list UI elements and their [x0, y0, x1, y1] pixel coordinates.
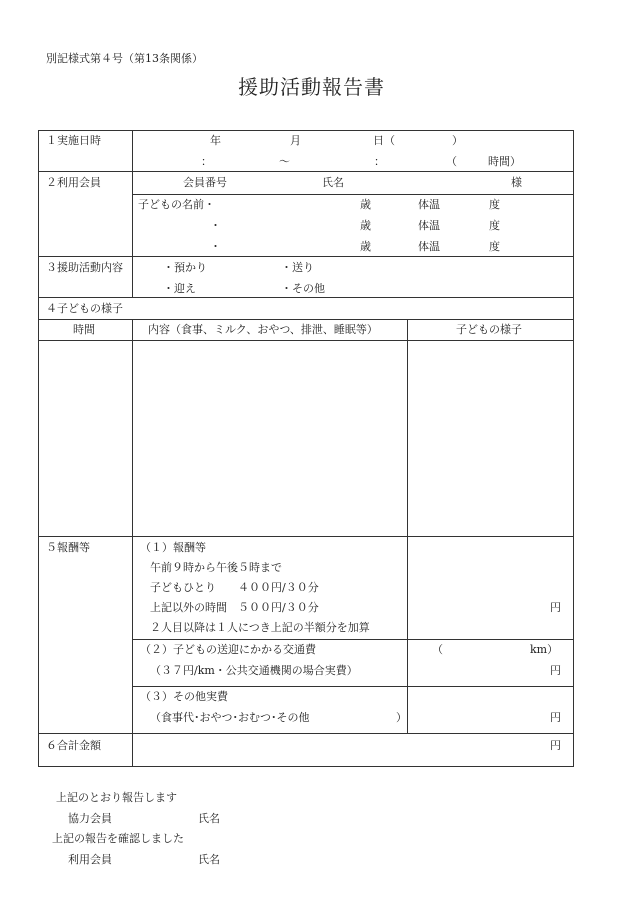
- hours-open: （: [446, 155, 457, 168]
- age-label: 歳: [360, 240, 371, 253]
- hours-label: 時間）: [488, 155, 521, 168]
- column-divider: [132, 130, 133, 297]
- time-colon-end: ：: [374, 155, 385, 168]
- row-divider: [38, 733, 574, 734]
- row-divider: [38, 297, 574, 298]
- user-name-label: 氏名: [198, 853, 220, 866]
- temp-label: 体温: [418, 219, 440, 232]
- cooperating-member-label: 協力会員: [68, 812, 112, 825]
- fee-line: ２人目以降は１人につき上記の半額分を加算: [150, 621, 370, 634]
- row-divider: [38, 171, 574, 172]
- fee-note: （食事代･おやつ･おむつ･その他: [150, 711, 310, 724]
- cooperating-name-label: 氏名: [198, 812, 220, 825]
- fee-note: （３７円/km・公共交通機関の場合実費）: [150, 664, 358, 677]
- table-right-border: [573, 130, 574, 767]
- activity-item: ・送り: [281, 261, 314, 274]
- page-title: 援助活動報告書: [238, 75, 385, 99]
- user-member-label: 利用会員: [68, 853, 112, 866]
- fee-line: 上記以外の時間 ５００円/３０分: [150, 601, 319, 614]
- yen-label: 円: [550, 601, 561, 614]
- day-close: ）: [452, 134, 463, 147]
- fee-section-title: （２）子どもの送迎にかかる交通費: [140, 643, 316, 656]
- row-label-total: ６合計金額: [46, 739, 101, 752]
- age-label: 歳: [360, 198, 371, 211]
- child-bullet: ・: [210, 240, 221, 253]
- row-divider: [38, 256, 574, 257]
- temp-label: 体温: [418, 240, 440, 253]
- row-divider: [38, 340, 574, 341]
- table-bottom-border: [38, 766, 574, 767]
- row-label-activity: ３援助活動内容: [46, 261, 123, 274]
- total-yen-label: 円: [550, 739, 561, 752]
- row-label-child: ４子どもの様子: [46, 302, 123, 315]
- activity-item: ・迎え: [163, 282, 196, 295]
- report-statement: 上記のとおり報告します: [56, 791, 177, 804]
- age-label: 歳: [360, 219, 371, 232]
- activity-item: ・預かり: [163, 261, 207, 274]
- child-name-label: 子どもの名前・: [138, 198, 215, 211]
- deg-label: 度: [489, 198, 500, 211]
- member-name-label: 氏名: [322, 176, 344, 189]
- col-header-state: 子どもの様子: [456, 323, 522, 336]
- col-header-time: 時間: [73, 323, 95, 336]
- col-header-content: 内容（食事、ミルク、おやつ、排泄、睡眠等）: [148, 323, 378, 336]
- activity-item: ・その他: [281, 282, 325, 295]
- confirm-statement: 上記の報告を確認しました: [52, 832, 184, 845]
- year-label: 年: [210, 134, 221, 147]
- fee-section-title: （１）報酬等: [140, 541, 206, 554]
- deg-label: 度: [489, 219, 500, 232]
- row-label-fee: ５報酬等: [46, 541, 90, 554]
- time-colon-start: ：: [201, 155, 212, 168]
- column-divider: [132, 319, 133, 767]
- sama-label: 様: [511, 176, 522, 189]
- day-label: 日（: [373, 134, 395, 147]
- form-number-note: 別記様式第４号（第13条関係）: [46, 52, 203, 65]
- row-divider: [132, 639, 574, 640]
- row-divider: [38, 536, 574, 537]
- fee-line: 子どもひとり ４００円/３０分: [150, 581, 319, 594]
- table-top-border: [38, 130, 574, 131]
- row-label-date: １実施日時: [46, 134, 101, 147]
- yen-label: 円: [550, 711, 561, 724]
- km-label: km）: [530, 643, 559, 656]
- fee-note-close: ）: [396, 711, 407, 724]
- member-number-label: 会員番号: [183, 176, 227, 189]
- row-label-member: ２利用会員: [46, 176, 101, 189]
- column-divider: [407, 319, 408, 733]
- fee-section-title: （３）その他実費: [140, 690, 228, 703]
- deg-label: 度: [489, 240, 500, 253]
- yen-label: 円: [550, 664, 561, 677]
- km-open: （: [432, 643, 443, 656]
- row-divider: [132, 686, 574, 687]
- row-divider: [38, 319, 574, 320]
- row-divider: [132, 194, 574, 195]
- fee-line: 午前９時から午後５時まで: [150, 561, 282, 574]
- child-bullet: ・: [210, 219, 221, 232]
- table-left-border: [38, 130, 39, 767]
- temp-label: 体温: [418, 198, 440, 211]
- month-label: 月: [290, 134, 301, 147]
- time-tilde: ～: [279, 155, 290, 168]
